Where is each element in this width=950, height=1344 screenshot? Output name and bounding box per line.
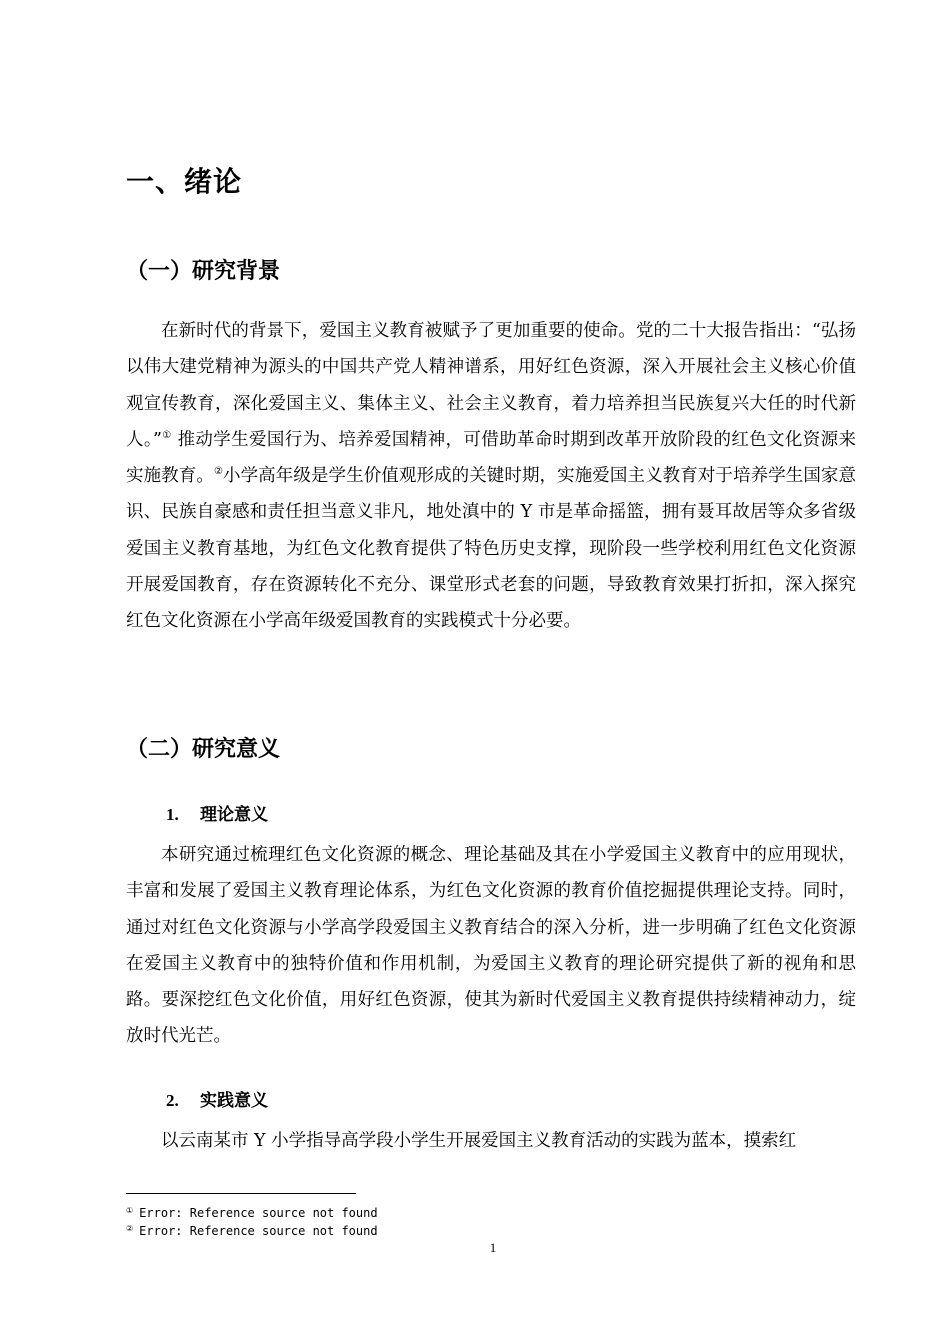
background-paragraph <box>126 313 856 640</box>
section-heading-background: （一）研究背景 <box>126 259 281 284</box>
footnote-2 <box>126 1224 378 1238</box>
footnote-mark: ② <box>126 1224 134 1233</box>
footnote-ref-1[interactable]: ① <box>161 429 172 441</box>
footnote-mark: ① <box>126 1206 134 1215</box>
footnote-1 <box>126 1206 378 1220</box>
subsection-title: 理论意义 <box>200 805 268 825</box>
paragraph-text: 在新时代的背景下，爱国主义教育被赋予了更加重要的使命。党的二十大报告指出：“弘扬以伟大建党精神为源头的中国共产党人精神谱系，用好红色资源，深入开展社会主义核心价值观宣传教育，深化爱国主义、集体主义、社会主义教育，着力培养担当民族复兴大任的时代新人。” <box>126 321 856 450</box>
paragraph-text: 小学高年级是学生价值观形成的关键时期，实施爱国主义教育对于培养学生国家意识、民族自豪感和责任担当意义非凡，地处滇中的 Y 市是革命摇篮，拥有聂耳故居等众多省级爱国主义教育基地，为红色文化教育提供了特色历史支撑，现阶段一些学校利用红色文化资源开展爱国教育，存在资源转化不充分、课堂形式老套的问题，导致教育效果打折扣，深入探究红色文化资源在小学高年级爱国教育的实践模式十分必要。 <box>126 466 857 632</box>
subsection-title: 实践意义 <box>200 1091 268 1111</box>
subsection-heading-theory <box>166 800 268 825</box>
section-heading-significance: （二）研究意义 <box>126 737 281 762</box>
practice-paragraph: 以云南某市 Y 小学指导高学段小学生开展爱国主义教育活动的实践为蓝本，摸索红 <box>161 1131 797 1151</box>
chapter-title: 一、绪论 <box>126 165 243 198</box>
subsection-number: 2. <box>166 1091 179 1110</box>
paragraph-text: 推动学生爱国行为、培养爱国精神，可借助革命时期到改革开放阶段的红色文化资源来实施教育。 <box>126 429 857 487</box>
theory-paragraph: 本研究通过梳理红色文化资源的概念、理论基础及其在小学爱国主义教育中的应用现状，丰富和发展了爱国主义教育理论体系，为红色文化资源的教育价值挖掘提供理论支持。同时，通过对红色文化资源与小学高学段爱国主义教育结合的深入分析，进一步明确了红色文化资源在爱国主义教育中的独特价值和作用机制，为爱国主义教育的理论研究提供了新的视角和思路。要深挖红色文化价值，用好红色资源，使其为新时代爱国主义教育提供持续精神动力，绽放时代光芒。 <box>126 845 856 1047</box>
subsection-heading-practice <box>166 1086 268 1111</box>
subsection-number: 1. <box>166 805 179 824</box>
footnote-text: Error: Reference source not found <box>139 1224 378 1238</box>
footnote-text: Error: Reference source not found <box>139 1206 378 1220</box>
footnote-ref-2[interactable]: ② <box>213 466 223 478</box>
page-number: 1 <box>489 1240 497 1255</box>
footnote-separator <box>126 1193 356 1194</box>
